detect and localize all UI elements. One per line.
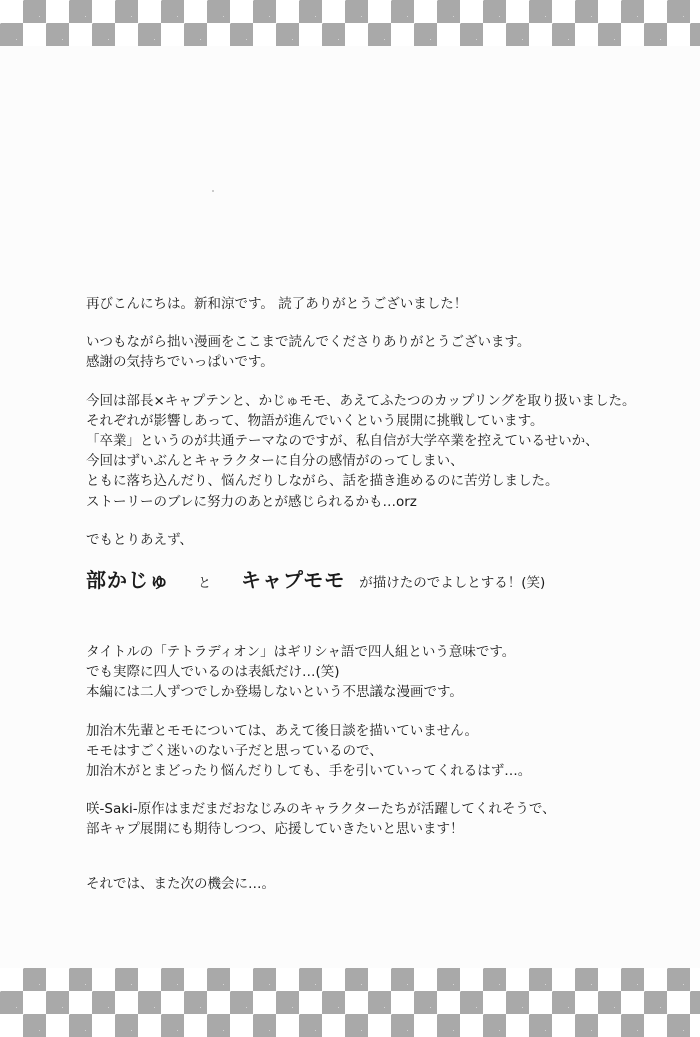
text-line: タイトルの「テトラディオン」はギリシャ語で四人組という意味です。 (86, 644, 516, 661)
text-line: 加治木先輩とモモについては、あえて後日談を描いていません。 (86, 722, 479, 739)
text-line: 部キャプ展開にも期待しつつ、応援していきたいと思います！ (86, 821, 464, 838)
checkered-border-top (0, 0, 700, 46)
text-line: それぞれが影響しあって、物語が進んでいくという展開に挑戦しています。 (86, 412, 544, 429)
paragraph-anyway (86, 530, 686, 550)
text-line: ともに落ち込んだり、悩んだりしながら、話を描き進めるのに苦労しました。 (86, 473, 559, 490)
paragraph-kajiki (86, 721, 686, 782)
text-line: でもとりあえず、 (86, 531, 193, 548)
text-line: ストーリーのブレに努力のあとが感じられるかも…orz (86, 493, 417, 510)
speck (212, 190, 214, 192)
paragraph-story (86, 391, 686, 512)
text-line: 今回は部長×キャプテンと、かじゅモモ、あえてふたつのカップリングを取り扱いました。 (86, 392, 636, 409)
text-line: モモはすごく迷いのない子だと思っているので、 (86, 742, 383, 759)
paragraph-greeting (86, 294, 686, 314)
text-line: でも実際に四人でいるのは表紙だけ…(笑) (86, 664, 340, 681)
afterword-text (86, 294, 686, 894)
paragraph-closing (86, 874, 686, 894)
text-line: 再びこんにちは。新和涼です。 読了ありがとうございました！ (86, 296, 468, 312)
checkered-border-bottom (0, 968, 700, 1037)
paragraph-title (86, 642, 686, 703)
text-line: 加治木がとまどったり悩んだりしても、手を引いていってくれるはず…。 (86, 763, 532, 780)
pairing-connector: と (198, 576, 212, 592)
text-line: 本編には二人ずつでしか登場しないという不思議な漫画です。 (86, 684, 463, 701)
text-line: いつもながら拙い漫画をここまで読んでくださりありがとうございます。 (86, 334, 531, 351)
paragraph-saki (86, 799, 686, 839)
text-line: 今回はずいぶんとキャラクターに自分の感情がのってしまい、 (86, 453, 464, 470)
pairing-tail: が描けたのでよしとする！(笑) (359, 575, 546, 592)
text-line: それでは、また次の機会に…。 (86, 875, 275, 892)
text-line: 感謝の気持ちでいっぱいです。 (86, 354, 274, 371)
paragraph-thanks (86, 332, 686, 372)
text-line: 「卒業」というのが共通テーマなのですが、私自信が大学卒業を控えているせいか、 (86, 433, 599, 450)
pairing-highlight (86, 570, 686, 608)
text-line: 咲-Saki-原作はまだまだおなじみのキャラクターたちが活躍してくれそうで、 (86, 801, 556, 818)
pairing-1: 部かじゅ (86, 568, 170, 593)
pairing-2: キャプモモ (241, 568, 346, 593)
